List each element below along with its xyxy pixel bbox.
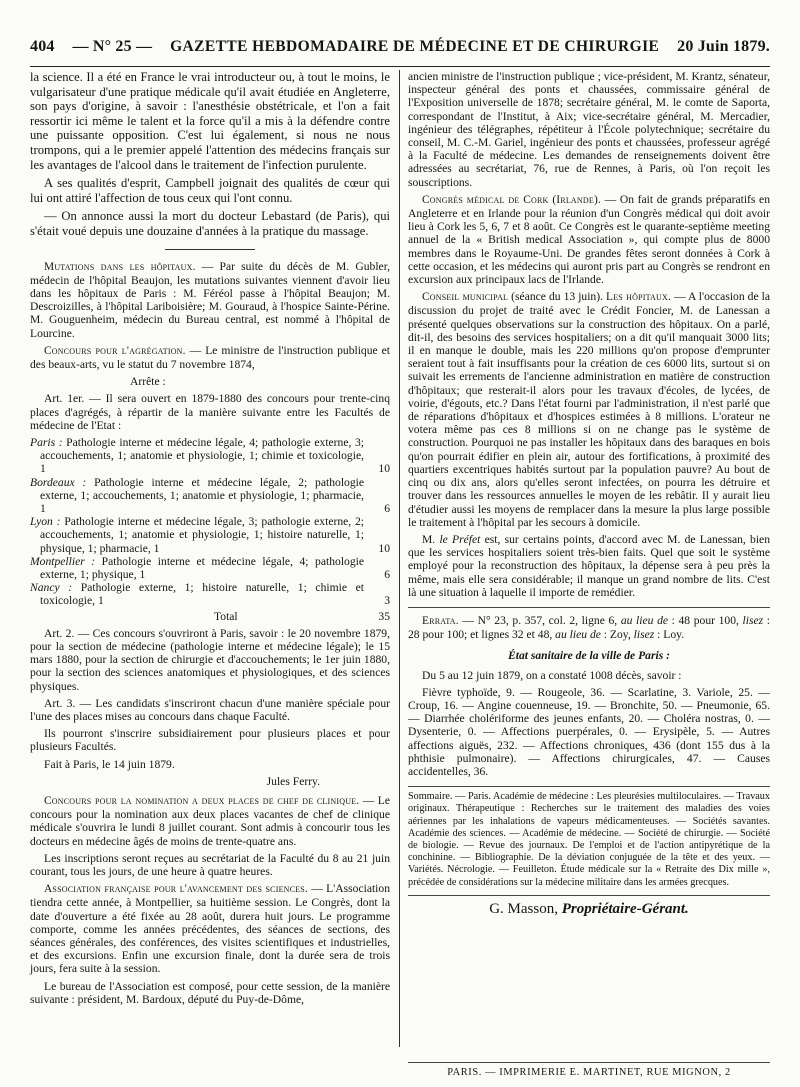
faculty-posts: Pathologie externe, 1; histoire naturelle, 1; chimie et toxicologie, 1 [40, 581, 364, 608]
mutations-text: — Par suite du décès de M. Gubler, médecin de l'hôpital Beaujon, les mutations suivantes viennent d'avoir lieu dans les hôpitaux de Paris : M. Féréol passe à l'hôpital Beaujon; M. Descroizilles, à l'hôpital Lariboisière; M. Gouraud, à l'hospice Sainte-Périne. M. Gouguenheim, médecin du Bureau central, est nommé à l'hôpital de Lourcine. [30, 259, 390, 340]
etat-sanitaire-text: Fièvre typhoïde, 9. — Rougeole, 36. — Scarlatine, 3. Variole, 25. — Croup, 16. — Angine couenneuse, 19. — Bronchite, 50. — Pneumonie, 65. — Diarrhée cholériforme des jeunes enfants, 20. — Choléra nostras, 0. — Dysenterie, 0. — Affections puerpérales, 0. — Erysipèle, 5. — Autres affections aiguës, 232. — Affections chroniques, 436 (dont 155 dus à la phthisie pulmonaire). — Affections chirurgicales, 47. — Causes accidentelles, 36. [408, 685, 770, 778]
chef-clinique-heading: Concours pour la nomination a deux places de chef de clinique. [44, 795, 360, 808]
conseil-session: (séance du 13 juin). [508, 290, 607, 304]
cork-item [408, 193, 770, 286]
etat-sanitaire-intro: Du 5 au 12 juin 1879, on a constaté 1008 décès, savoir : [422, 668, 682, 682]
article-1: Art. 1er. — Il sera ouvert en 1879-1880 des concours pour trente-cinq places d'agrégés, à répartir de la manière suivante entre les Facultés de médecine de l'Etat : [30, 392, 390, 432]
column-divider [399, 70, 400, 1047]
etat-sanitaire-heading: État sanitaire de la ville de Paris : [508, 649, 670, 663]
faculty-posts: Pathologie interne et médecine légale, 3; pathologie externe, 2; accouchements, 1; anatomie et physiologie, 1; histoire naturelle, 1; physique, 1; pharmacie, 1 [40, 515, 364, 555]
errata-lisez: lisez [742, 613, 764, 627]
conseil-text: — A l'occasion de la discussion du projet de traité avec le Crédit Foncier, M. de Lanessan a présenté quelques observations sur la construction des hôpitaux. On a parlé, dit-il, des besoins des services hospitaliers; on a dit qu'il manquait 3000 lits; il en manque le double, mais les 220 millions qu'on propose d'emprunter seraient tout à fait insuffisants pour la création de ces 6000 lits, surtout si on suivait les errements de l'ancienne administration en matière de construction d'hôpitaux; que resterait-il alors pour les travaux d'écoles, de lycées, de voirie, d'égouts, etc.? Dans l'état fourni par l'administration, il n'est parlé que de réparations d'hôpitaux et d'hospices estimées à 8 millions. L'orateur ne votera même pas ces 8 millions si on ne change pas le système de construction. Pourquoi ne pas installer les hôpitaux dans des baraques en bois qu'on pourrait édifier en plein air, autour des fortifications, à proximité des quartiers excentriques habités surtout par la population pauvre? Au bout de cinq ou dix ans, alors qu'elles seront infectées, on pourra les détruire et trouver dans les ressources annuelles le moyen de les rebâtir. Il y aurait lieu d'étudier aussi les moyens de remplacer dans la mesure la plus large possible le traitement à l'hôpital par les secours à domicile. [408, 290, 771, 529]
prefet-text: est, sur certains points, d'accord avec M. de Lanessan, bien que les services hospitaliers soient très-bien faits. Quel que soit le système employé pour la reconstruction des hôpitaux, la dépense sera à peu près la même, mais elle sera considérable; il manque un grand nombre de lits. C'est là une situation à laquelle il importe de remédier. [408, 532, 770, 599]
prefet-prefix: M. [422, 532, 440, 546]
chef-clinique-text: — Le concours pour la nomination aux deux places vacantes de chef de clinique médicale s'ouvrira le lundi 8 juillet courant. Sont admis à concourir tous les docteurs en médecine âgés de moins de trente-quatre ans. [30, 794, 390, 848]
faculty-list [30, 436, 390, 623]
afas-bureau: Le bureau de l'Association est composé, pour cette session, de la manière suivante : président, M. Bardoux, député du Puy-de-Dôme, [30, 979, 390, 1006]
arrete-line: Arrête : [130, 375, 166, 389]
faculty-count: 10 [378, 541, 390, 555]
faculty-posts: Pathologie interne et médecine légale, 2; pathologie externe, 1; accouchements, 1; anatomie et physiologie, 1; pharmacie, 1 [40, 475, 364, 515]
printer-imprint: PARIS. — IMPRIMERIE E. MARTINET, RUE MIGNON, 2 [408, 1062, 770, 1078]
faculty-city: Lyon : [30, 515, 61, 529]
faculty-posts: Pathologie interne et médecine légale, 4; pathologie externe, 3; accouchements, 1; anatomie et physiologie, 1; chimie et toxicologie, 1 [40, 435, 364, 476]
prefet-paragraph [408, 533, 770, 599]
errata-text: : Loy. [654, 628, 685, 642]
total-value: 35 [378, 609, 390, 623]
afas-bureau-continued: ancien ministre de l'instruction publique ; vice-président, M. Krantz, sénateur, inspecteur général des ponts et chaussées, commissaire général de l'Exposition universelle de 1878; secrétaire général, M. le comte de Saporta, correspondant de l'Institut, à Aix; vice-secrétaire général, M. Mercadier, ingénieur des télégraphes, répétiteur à l'École polytechnique; secrétaire du conseil, M. C.-M. Gariel, ingénieur des ponts et chaussées, professeur agrégé à la Faculté de médecine. Les demandes de renseignements doivent être adressées au secrétariat, 76, rue de Rennes, à Paris, où l'on reçoit les souscriptions. [408, 70, 770, 189]
faculty-total [30, 610, 390, 623]
errata-text: : 28 pour 100; et lignes 32 et 48, [408, 613, 771, 642]
errata-text: — N° 23, p. 357, col. 2, ligne 6, [458, 613, 621, 627]
prefet-title: le Préfet [439, 532, 481, 546]
cork-heading: Congrès médical de Cork (Irlande). [422, 193, 601, 206]
mutations-heading: Mutations dans les hôpitaux. [44, 260, 196, 273]
header-rule [30, 66, 770, 67]
faculty-row-lyon [30, 515, 390, 555]
issue-number: — N° 25 — [72, 38, 153, 55]
cork-text: — On fait de grands préparatifs en Angleterre et en Irlande pour la réunion d'un Congrès médical qui doit avoir lieu à Cork les 5, 6, 7 et 8 août. Ce Congrès est le quarante-septième meeting annuel de la « British medical Association », qui compte plus de 8000 membres dans le Royaume-Uni. De grandes fêtes seront données à Cork à cette occasion, et les médecins qui auront pris part au Congrès se rendront en excursion aux principaux lacs de l'Irlande. [408, 192, 770, 287]
faculty-city: Bordeaux : [30, 475, 87, 489]
faculty-city: Nancy : [30, 581, 73, 595]
article-3-continued: Ils pourront s'inscrire subsidiairement pour plusieurs places et pour plusieurs Facultés. [30, 727, 390, 754]
section-separator [165, 249, 255, 250]
right-column [408, 70, 770, 916]
mutations-item [30, 260, 390, 340]
errata-lisez: lisez [633, 628, 655, 642]
lebastard-paragraph: — On annonce aussi la mort du docteur Lebastard (de Paris), qui s'était voué depuis une douzaine d'années à la pratique du massage. [30, 209, 390, 238]
total-label: Total [214, 609, 238, 623]
decree-date: Fait à Paris, le 14 juin 1879. [44, 757, 175, 771]
article-3: Art. 3. — Les candidats s'inscriront chacun d'une manière spéciale pour l'une des places mises au concours dans chaque Faculté. [30, 696, 390, 724]
journal-title: GAZETTE HEBDOMADAIRE DE MÉDECINE ET DE CHIRURGIE [170, 38, 660, 55]
chef-clinique-inscriptions: Les inscriptions seront reçues au secrétariat de la Faculté du 8 au 21 juin courant, tous les jours, de une heure à quatre heures. [30, 851, 390, 879]
faculty-count: 10 [378, 462, 390, 476]
faculty-count: 3 [384, 594, 390, 608]
errata-heading: Errata. [422, 614, 459, 627]
concours-text: — Le ministre de l'instruction publique et des beaux-arts, vu le statut du 7 novembre 1874, [30, 343, 390, 371]
conseil-heading: Conseil municipal [422, 291, 509, 304]
faculty-row-bordeaux [30, 476, 390, 516]
campbell-paragraph: la science. Il a été en France le vrai introducteur ou, à tout le moins, le vulgarisateur d'une pratique médicale qu'il avait étudiée en Angleterre, son pays d'origine, à savoir : l'anesthésie obstétricale, et l'on a fait ressortir ici même le talent et la force qu'il a mis à la défendre contre une puissante opposition. C'est lui également, si nous ne nous trompons, qui a le premier appelé l'attention des médecins français sur les avantages de l'alcool dans le traitement de l'infection purulente. [30, 70, 390, 172]
faculty-row-montpellier [30, 555, 390, 581]
faculty-posts: Pathologie interne et médecine légale, 4; pathologie externe, 1; physique, 1 [40, 554, 364, 581]
publisher-role: Propriétaire-Gérant. [557, 900, 689, 917]
afas-heading: Association française pour l'avancement des sciences. [44, 883, 308, 896]
chef-clinique-item [30, 794, 390, 848]
concours-item [30, 344, 390, 371]
sommaire-box: Sommaire. — Paris. Académie de médecine : Les pleurésies multiloculaires. — Travaux originaux. Thérapeutique : Recherches sur le traitement des maladies des voies aériennes par les inhalations de vapeurs médicamenteuses. — Sociétés savantes. Académie des sciences. — Académie de médecine. — Société de chirurgie. — Société de biologie. — Revue des journaux. De l'emploi et de l'action antipyrétique de la conchinine. — Bibliographie. De la déviation conjuguée de la tête et des yeux. — Variétés. Nécrologie. — Feuilleton. Étude médicale sur la « Retraite des Dix mille », précédée de considérations sur la médecine militaire dans les armées grecques. [408, 786, 770, 889]
page-header [30, 38, 770, 64]
errata-au-lieu-de: au lieu de [555, 628, 601, 642]
left-column [30, 70, 390, 1010]
decree-signature: Jules Ferry. [266, 774, 320, 788]
faculty-row-paris [30, 436, 390, 476]
errata-au-lieu-de: au lieu de [620, 613, 669, 627]
issue-date: 20 Juin 1879. [677, 38, 770, 55]
faculty-count: 6 [384, 568, 390, 581]
page-number: 404 [30, 38, 55, 55]
conseil-item [408, 290, 770, 529]
faculty-city: Montpellier : [30, 554, 96, 568]
faculty-city: Paris : [30, 435, 63, 449]
afas-text: — L'Association tiendra cette année, à Montpellier, sa huitième session. Le Congrès, dont la date d'ouverture a été fixée au 28 août, durera huit jours. Le programme comporte, comme les années précédentes, des séances de sections, des séances générales, des conférences, des visites scientifiques et industrielles, et des excursions. Enfin une excursion finale, dont la durée sera de trois jours, fera suite à la session. [30, 882, 390, 976]
conseil-subheading: Les hôpitaux. [606, 291, 671, 304]
faculty-count: 6 [384, 501, 390, 515]
errata-text: : Zoy, [600, 628, 634, 642]
campbell-qualities-paragraph: A ses qualités d'esprit, Campbell joignait des qualités de cœur qui lui ont attiré l'affection de tous ceux qui l'ont connu. [30, 176, 390, 205]
errata-text: : 48 pour 100, [668, 613, 743, 627]
publisher-line [408, 895, 770, 917]
faculty-row-nancy [30, 581, 390, 607]
article-2: Art. 2. — Ces concours s'ouvriront à Paris, savoir : le 20 novembre 1879, pour la section de médecine (pathologie interne et médecine légale); le 15 mars 1880, pour la section de chirurgie et d'accouchements; le 1er juin 1880, pour la section des sciences anatomiques et physiologiques, et des sciences physiques. [30, 626, 390, 693]
afas-item [30, 882, 390, 975]
publisher-name: G. Masson, [489, 900, 558, 917]
concours-heading: Concours pour l'agrégation. [44, 344, 186, 357]
errata-item [408, 607, 770, 641]
